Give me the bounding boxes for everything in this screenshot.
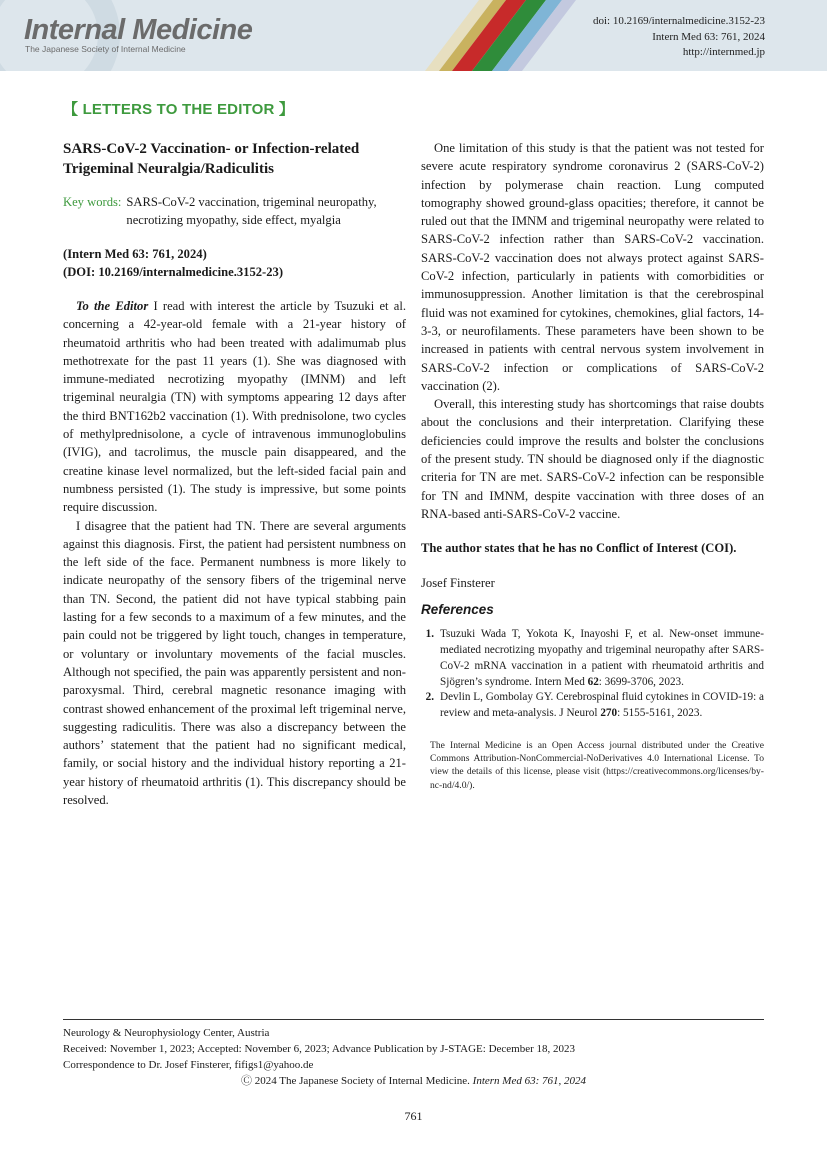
salutation: To the Editor <box>76 299 149 313</box>
paragraph-2: I disagree that the patient had TN. There are several arguments against this diagnosis. First, the patient had persistent numbness on the left side of the face. Permanent numbness is more likely to indicate neuropathy of the sensory fibers of the trigeminal nerve than TN. Second, the patient did not have typical stabbing pain lasting for a few seconds to a maximum of a few minutes, and the pain could not be triggered by light touch, changes in temperature, or voluntary or involuntary movements of the facial muscles. Although not specified, the pain was apparently persistent and non-paroxysmal. Third, cerebral magnetic resonance imaging with contrast showed enhancement of the proximal left trigeminal nerve, suggesting radiculitis. There was also a discrepancy between the authors’ statement that the patient had no significant medical, family, or social history and the individual history reporting a 21-year history of rheumatoid arthritis (1). This discrepancy should be resolved. <box>63 518 406 808</box>
journal-subtitle: The Japanese Society of Internal Medicine <box>25 44 186 54</box>
paragraph-1-text: I read with interest the article by Tsuzuki et al. concerning a 42-year-old female with a 21-year history of rheumatoid arthritis who had been treated with adalimumab plus methotrexate for the past 11 years (1). She was diagnosed with immune-mediated necrotizing myopathy (IMNM) and left trigeminal neuralgia (TN) with symptoms appearing 12 days after the third BNT162b2 vaccination (1). With prednisolone, two cycles of methylprednisolone, a cycle of intravenous immunoglobulins (IVIG), and tacrolimus, the muscle pain disappeared, and the creatine kinase level normalized, but the left-sided facial pain and numbness persisted (1). The study is impressive, but some points require discussion. <box>63 299 406 515</box>
article-title-line1: SARS-CoV-2 Vaccination- or Infection-related <box>63 141 360 157</box>
keywords-label: Key words: <box>63 195 122 209</box>
conflict-of-interest: The author states that he has no Conflict of Interest (COI). <box>421 541 737 556</box>
copyright-text: Ⓒ 2024 The Japanese Society of Internal Medicine. <box>241 1075 470 1087</box>
reference-pages: : 3699-3706, 2023. <box>598 675 684 688</box>
section-heading: 【 LETTERS TO THE EDITOR 】 <box>63 101 295 118</box>
reference-list <box>421 627 764 722</box>
reference-item <box>421 627 764 690</box>
reference-body: Tsuzuki Wada T, Yokota K, Inayoshi F, et al. New-onset immune-mediated necrotizing myopathy and trigeminal neuropathy after SARS-CoV-2 mRNA vaccination in a patient with rheumatoid arthritis and Sjögren’s syndrome. Intern Med <box>440 628 764 688</box>
journal-title: Internal Medicine <box>24 14 253 46</box>
reference-number: 2. <box>425 691 434 704</box>
header-url[interactable]: http://internmed.jp <box>682 46 765 58</box>
reference-text <box>440 690 764 722</box>
article-citation <box>63 245 406 281</box>
header-metadata <box>593 14 765 61</box>
author-name: Josef Finsterer <box>421 575 495 590</box>
header-doi: doi: 10.2169/internalmedicine.3152-23 <box>593 15 765 27</box>
header-citation: Intern Med 63: 761, 2024 <box>652 30 765 43</box>
reference-pages: : 5155-5161, 2023. <box>617 707 703 720</box>
doi-line: (DOI: 10.2169/internalmedicine.3152-23) <box>63 265 284 279</box>
footer-copyright <box>63 1073 764 1089</box>
paragraph-1 <box>63 297 406 517</box>
references-heading: References <box>421 601 494 617</box>
reference-number: 1. <box>425 628 434 641</box>
article-title <box>63 139 406 179</box>
paragraph-4: Overall, this interesting study has shortcomings that raise doubts about the conclusions and their interpretation. Clarifying these deficiencies could improve the results and bolster the conclusions of the present study. TN should be diagnosed only if the diagnostic criteria for TN are met. SARS-CoV-2 infection can be responsible for TN and IMNM, despite vaccination with three doses of an RNA-based anti-SARS-CoV-2 vaccine. <box>421 397 764 521</box>
footer-affiliation: Neurology & Neurophysiology Center, Austria <box>63 1027 270 1039</box>
footer-divider <box>63 1019 764 1020</box>
reference-body: Devlin L, Gombolay GY. Cerebrospinal fluid cytokines in COVID-19: a review and meta-analysis. J Neurol <box>440 691 764 720</box>
license-notice: The Internal Medicine is an Open Access journal distributed under the Creative Commons Attribution-NonCommercial-NoDerivatives 4.0 International License. To view the details of this license, please visit (https://creativecommons.org/licenses/by-nc-nd/4.0/). <box>430 739 764 791</box>
reference-text <box>440 627 764 690</box>
footer-dates: Received: November 1, 2023; Accepted: November 6, 2023; Advance Publication by J-STAGE: December 18, 2023 <box>63 1043 576 1055</box>
keywords <box>63 193 406 229</box>
copyright-citation: Intern Med 63: 761, 2024 <box>472 1075 586 1087</box>
right-column <box>421 139 764 792</box>
reference-volume: 62 <box>587 675 599 688</box>
paragraph-3: One limitation of this study is that the patient was not tested for severe acute respiratory syndrome coronavirus 2 (SARS-CoV-2) infection by polymerase chain reaction. Lung computed tomography showed ground-glass opacities; therefore, it cannot be ruled out that the IMNM and trigeminal neuropathy were related to SARS-CoV-2 infection rather than SARS-CoV-2 vaccination. SARS-CoV-2 vaccination does not always protect against SARS-CoV-2 infection, particularly in patients with comorbidities or immunosuppression. Another limitation is that the cerebrospinal fluid was not examined for cytokines, chemokines, glial factors, 14-3-3, or neurofilaments. These parameters have been shown to be increased in patients with central nervous system involvement in SARS-CoV-2 infection or complications of SARS-CoV-2 vaccination (2). <box>421 141 764 393</box>
reference-volume: 270 <box>600 707 618 720</box>
article-title-line2: Trigeminal Neuralgia/Radiculitis <box>63 161 274 177</box>
footer-correspondence: Correspondence to Dr. Josef Finsterer, fifigs1@yahoo.de <box>63 1059 314 1071</box>
reference-item <box>421 690 764 722</box>
left-column <box>63 139 406 809</box>
citation-line: (Intern Med 63: 761, 2024) <box>63 247 207 261</box>
page-number: 761 <box>404 1109 423 1123</box>
footer <box>63 1025 764 1089</box>
journal-header <box>0 0 827 71</box>
keywords-text: SARS-CoV-2 vaccination, trigeminal neuropathy, necrotizing myopathy, side effect, myalgia <box>126 195 377 227</box>
